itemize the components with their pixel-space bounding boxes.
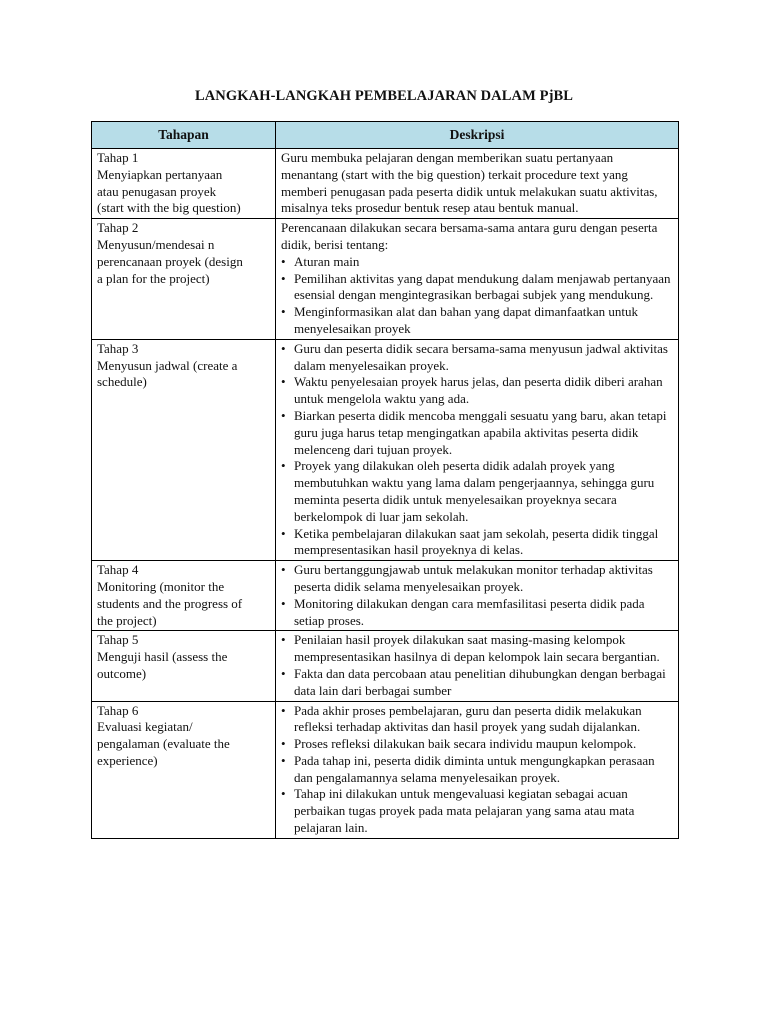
stage-number: Tahap 2 (97, 220, 139, 236)
description-text: Guru membuka pelajaran dengan memberikan suatu pertanyaan menantang (start with the big question) terkait procedure text yang memberi penugasan pada peserta didik untuk melakukan suatu aktivitas, misalnya teks prosedur bentuk resep atau bentuk manual. (281, 150, 658, 216)
table-body (92, 149, 679, 839)
stage-title-line: students and the progress of (97, 595, 243, 611)
stage-cell (92, 219, 276, 340)
list-item: • Pada akhir proses pembelajaran, guru dan peserta didik melakukan refleksi terhadap aktivitas dan hasil proyek yang sudah dijalankan. (281, 703, 673, 737)
description-cell (276, 701, 679, 838)
list-item: • Tahap ini dilakukan untuk mengevaluasi kegiatan sebagai acuan perbaikan tugas proyek pada mata pelajaran yang sama atau mata pelajaran lain. (281, 786, 673, 836)
stage-number: Tahap 5 (97, 632, 139, 648)
stage-title-line: the project) (97, 612, 157, 628)
list-item: • Monitoring dilakukan dengan cara memfasilitasi peserta didik pada setiap proses. (281, 596, 673, 630)
list-item: • Guru bertanggungjawab untuk melakukan monitor terhadap aktivitas peserta didik selama menyelesaikan proyek. (281, 562, 673, 596)
list-item: • Ketika pembelajaran dilakukan saat jam sekolah, peserta didik tinggal mempresentasikan hasil proyeknya di kelas. (281, 526, 673, 560)
stage-title-line: perencanaan proyek (design (97, 253, 243, 269)
stage-title-line: a plan for the project) (97, 270, 210, 286)
stage-number: Tahap 4 (97, 562, 139, 578)
stage-number: Tahap 1 (97, 150, 139, 165)
stage-title-line: pengalaman (evaluate the (97, 736, 230, 752)
table-row (92, 561, 679, 631)
stage-title-line: outcome) (97, 665, 147, 681)
stage-number: Tahap 3 (97, 340, 139, 356)
stage-cell (92, 631, 276, 701)
description-cell (276, 561, 679, 631)
learning-steps-table (91, 121, 679, 839)
list-item: • Menginformasikan alat dan bahan yang dapat dimanfaatkan untuk menyelesaikan proyek (281, 304, 673, 338)
list-item: • Proses refleksi dilakukan baik secara individu maupun kelompok. (281, 736, 673, 753)
description-cell (276, 339, 679, 560)
list-item: • Pada tahap ini, peserta didik diminta untuk mengungkapkan perasaan dan pengalamannya selama menyelesaikan proyek. (281, 753, 673, 787)
list-item: • Pemilihan aktivitas yang dapat mendukung dalam menjawab pertanyaan esensial dengan mengintegrasikan berbagai subjek yang mendukung. (281, 271, 673, 305)
stage-number: Tahap 6 (97, 702, 139, 718)
list-item: • Aturan main (281, 254, 673, 271)
description-cell (276, 219, 679, 340)
stage-cell (92, 149, 276, 219)
stage-title-line: Evaluasi kegiatan/ (97, 719, 193, 735)
stage-title-line: Menyusun jadwal (create a (97, 357, 238, 373)
table-row (92, 339, 679, 560)
table-row (92, 701, 679, 838)
description-cell (276, 149, 679, 219)
list-item: • Fakta dan data percobaan atau penelitian dihubungkan dengan berbagai data lain dari berbagai sumber (281, 666, 673, 700)
description-bullet-list (281, 703, 673, 837)
list-item: • Proyek yang dilakukan oleh peserta didik adalah proyek yang membutuhkan waktu yang lama dalam pengerjaannya, sehingga guru meminta peserta didik untuk menyelesaikan proyeknya secara berkelompok di luar jam sekolah. (281, 458, 673, 525)
table-row (92, 219, 679, 340)
stage-title-line: schedule) (97, 374, 147, 390)
list-item: • Waktu penyelesaian proyek harus jelas, dan peserta didik diberi arahan untuk mengelola waktu yang ada. (281, 374, 673, 408)
header-description: Deskripsi (276, 122, 679, 149)
description-cell (276, 631, 679, 701)
list-item: • Biarkan peserta didik mencoba menggali sesuatu yang baru, akan tetapi guru juga harus tetap mengingatkan apabila aktivitas peserta didik melenceng dari tujuan proyek. (281, 408, 673, 458)
stage-title-line: atau penugasan proyek (97, 183, 217, 199)
document-title: LANGKAH-LANGKAH PEMBELAJARAN DALAM PjBL (194, 88, 574, 104)
stage-title-line: Menguji hasil (assess the (97, 649, 228, 665)
table-row (92, 631, 679, 701)
stage-title-line: Monitoring (monitor the (97, 578, 225, 594)
stage-title-line: (start with the big question) (97, 200, 241, 216)
description-text: Perencanaan dilakukan secara bersama-sama antara guru dengan peserta didik, berisi tentang: (281, 220, 658, 252)
stage-title-line: experience) (97, 752, 158, 768)
description-bullet-list (281, 562, 673, 629)
stage-title-line: Menyiapkan pertanyaan (97, 166, 223, 182)
description-bullet-list (281, 254, 673, 338)
description-bullet-list (281, 341, 673, 559)
list-item: • Penilaian hasil proyek dilakukan saat masing-masing kelompok mempresentasikan hasilnya di depan kelompok lain secara bergantian. (281, 632, 673, 666)
stage-cell (92, 561, 276, 631)
table-header-row (92, 122, 679, 149)
description-bullet-list (281, 632, 673, 699)
table-row (92, 149, 679, 219)
header-stage: Tahapan (92, 122, 276, 149)
stage-title-line: Menyusun/mendesai n (97, 236, 215, 252)
stage-cell (92, 339, 276, 560)
stage-cell (92, 701, 276, 838)
list-item: • Guru dan peserta didik secara bersama-sama menyusun jadwal aktivitas dalam menyelesaikan proyek. (281, 341, 673, 375)
